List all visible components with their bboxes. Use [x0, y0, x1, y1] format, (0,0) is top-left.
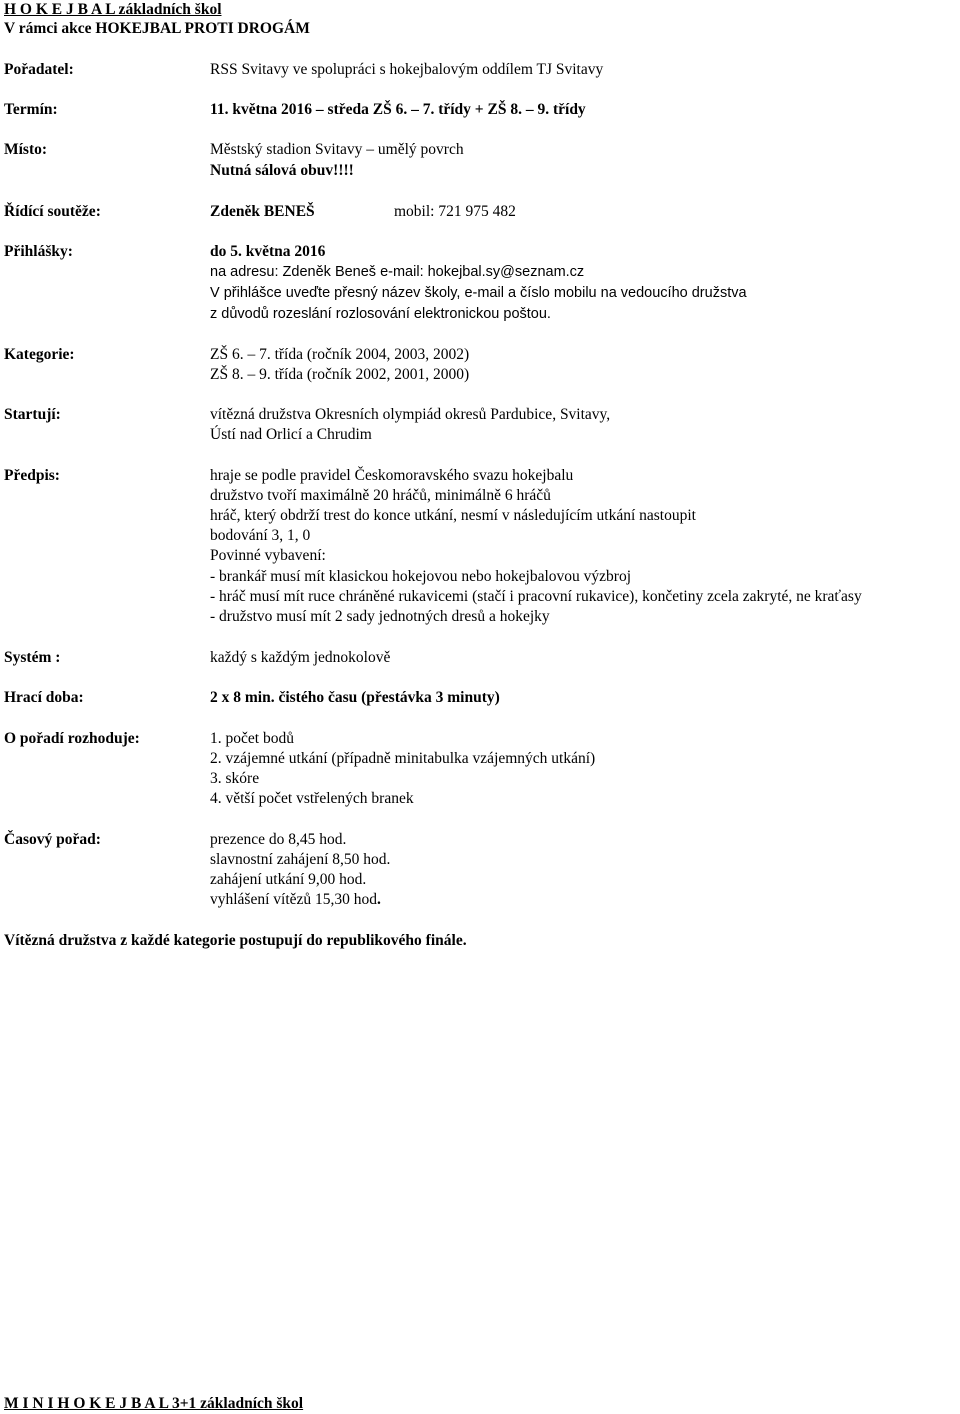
rules-line: - brankář musí mít klasickou hokejovou nebo hokejbalovou výzbroj: [210, 568, 631, 585]
schedule-label: Časový pořad:: [4, 831, 101, 848]
schedule-item-period: .: [377, 891, 381, 908]
ranking-criterion: 3. skóre: [210, 770, 260, 787]
ranking-criterion: 4. větší počet vstřelených branek: [210, 790, 414, 807]
director-name: Zdeněk BENEŠ: [210, 203, 315, 220]
playtime-label: Hrací doba:: [4, 689, 84, 706]
document-title: H O K E J B A L základních škol: [4, 1, 222, 18]
rules-line: bodování 3, 1, 0: [210, 527, 311, 544]
rules-line: hraje se podle pravidel Českomoravského svazu hokejbalu: [210, 467, 574, 484]
schedule-item: prezence do 8,45 hod.: [210, 831, 347, 848]
date-value: 11. května 2016 – středa ZŠ 6. – 7. třídy + ZŠ 8. – 9. třídy: [210, 101, 586, 118]
finals-note: Vítězná družstva z každé kategorie postupují do republikového finále.: [4, 932, 467, 949]
schedule-item-last: [210, 890, 381, 910]
system-value: každý s každým jednokolově: [210, 649, 391, 666]
rules-label: Předpis:: [4, 467, 60, 484]
ranking-label: O pořadí rozhoduje:: [4, 730, 140, 747]
registration-reason: z důvodů rozeslání rozlosování elektronickou poštou.: [210, 306, 551, 322]
schedule-item: slavnostní zahájení 8,50 hod.: [210, 851, 391, 868]
rules-line: - družstvo musí mít 2 sady jednotných dresů a hokejky: [210, 608, 550, 625]
venue-line: Městský stadion Svitavy – umělý povrch: [210, 141, 464, 158]
registration-deadline: do 5. května 2016: [210, 243, 326, 260]
playtime-value: 2 x 8 min. čistého času (přestávka 3 minuty): [210, 689, 500, 706]
ranking-criterion: 2. vzájemné utkání (případně minitabulka vzájemných utkání): [210, 750, 596, 767]
director-label: Řídící soutěže:: [4, 203, 101, 220]
category-line: ZŠ 8. – 9. třída (ročník 2002, 2001, 2000): [210, 366, 470, 383]
rules-line: družstvo tvoří maximálně 20 hráčů, minimálně 6 hráčů: [210, 487, 551, 504]
registration-instructions: V přihlášce uveďte přesný název školy, e-mail a číslo mobilu na vedoucího družstva: [210, 285, 747, 301]
rules-line: - hráč musí mít ruce chráněné rukavicemi (stačí i pracovní rukavice), končetiny zcela zakryté, ne kraťasy: [210, 588, 862, 605]
category-label: Kategorie:: [4, 346, 75, 363]
ranking-criterion: 1. počet bodů: [210, 730, 294, 747]
registration-label: Přihlášky:: [4, 243, 73, 260]
schedule-item-text: vyhlášení vítězů 15,30 hod: [210, 891, 378, 908]
venue-label: Místo:: [4, 141, 48, 158]
organizer-label: Pořadatel:: [4, 61, 74, 78]
participants-line: Ústí nad Orlicí a Chrudim: [210, 426, 372, 443]
date-label: Termín:: [4, 101, 58, 118]
rules-line: hráč, který obdrží trest do konce utkání, nesmí v následujícím utkání nastoupit: [210, 507, 696, 524]
venue-note: Nutná sálová obuv!!!!: [210, 162, 354, 179]
director-phone: mobil: 721 975 482: [394, 203, 516, 220]
next-section-title: M I N I H O K E J B A L 3+1 základních škol: [4, 1395, 304, 1412]
category-line: ZŠ 6. – 7. třída (ročník 2004, 2003, 2002): [210, 346, 470, 363]
organizer-value: RSS Svitavy ve spolupráci s hokejbalovým oddílem TJ Svitavy: [210, 61, 604, 78]
registration-address: na adresu: Zdeněk Beneš e-mail: hokejbal.sy@seznam.cz: [210, 264, 585, 280]
participants-label: Startují:: [4, 406, 61, 423]
document-subtitle: V rámci akce HOKEJBAL PROTI DROGÁM: [4, 20, 310, 37]
participants-line: vítězná družstva Okresních olympiád okresů Pardubice, Svitavy,: [210, 406, 611, 423]
schedule-item: zahájení utkání 9,00 hod.: [210, 871, 367, 888]
system-label: Systém :: [4, 649, 61, 666]
rules-line: Povinné vybavení:: [210, 547, 326, 564]
